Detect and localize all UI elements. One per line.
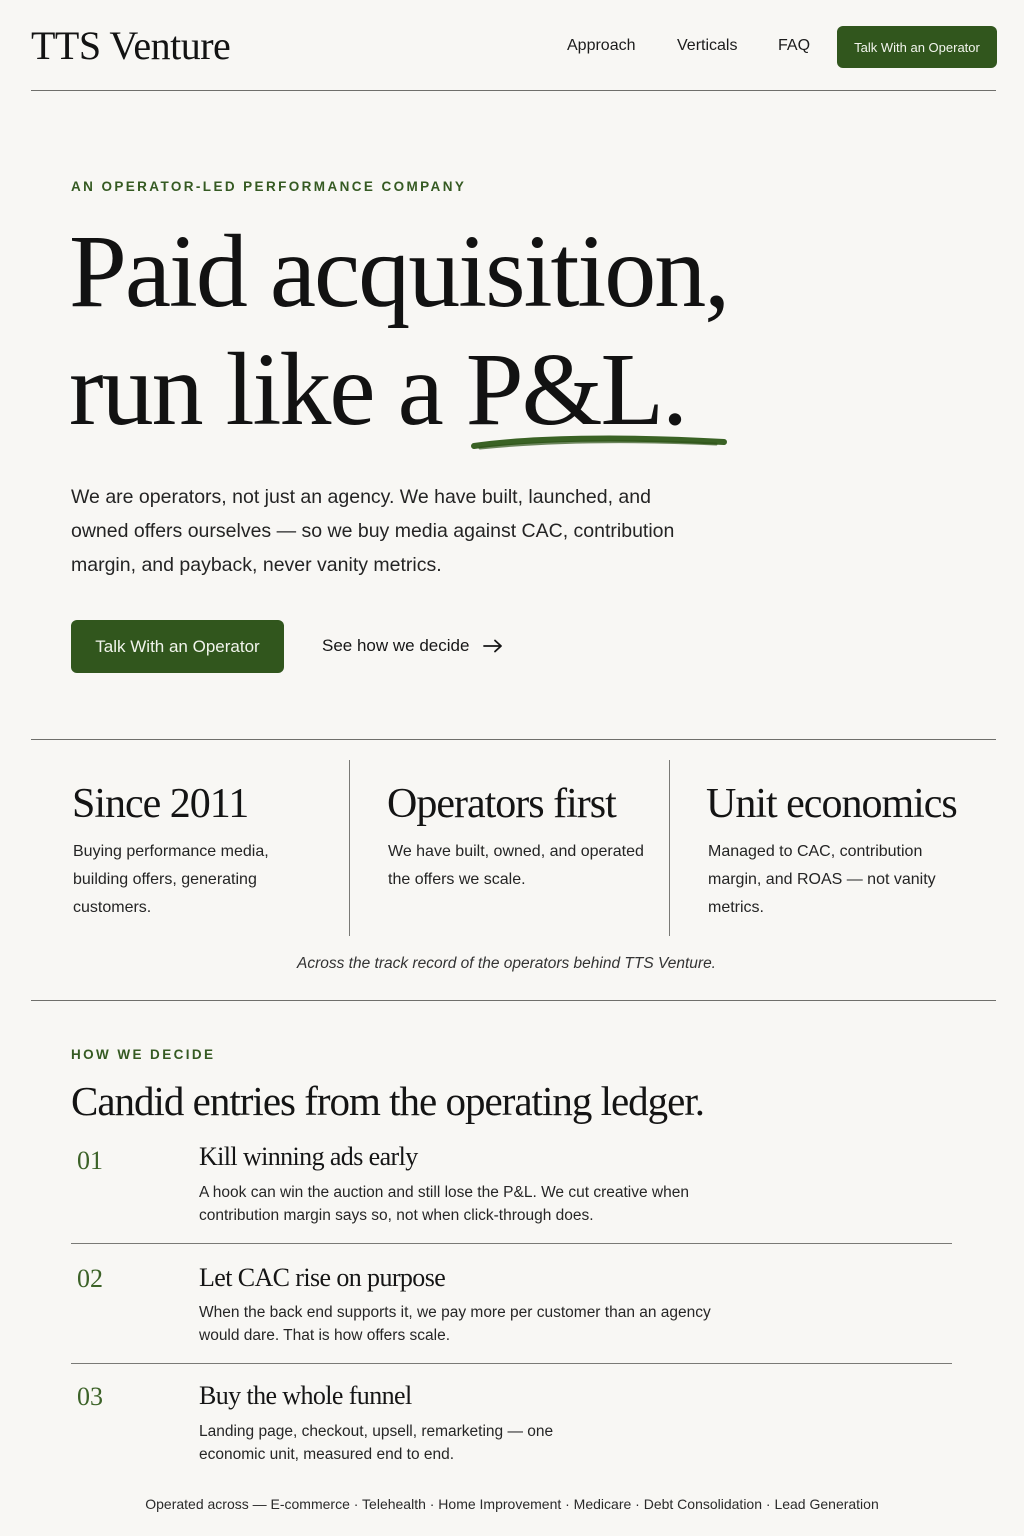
entry-divider xyxy=(71,1243,952,1244)
stats-column-divider xyxy=(349,760,350,936)
entry-body: When the back end supports it, we pay more per customer than an agency would dare. That is how offers scale. xyxy=(199,1304,711,1344)
nav-verticals[interactable]: Verticals xyxy=(677,37,738,54)
entry-body: A hook can win the auction and still lose the P&L. We cut creative when contribution margin says so, not when click-through does. xyxy=(199,1184,689,1224)
hero-eyebrow: AN OPERATOR-LED PERFORMANCE COMPANY xyxy=(71,179,467,194)
stats-column-divider xyxy=(669,760,670,936)
hero-headline-prefix: run like a xyxy=(69,332,466,447)
stat-text-since: Buying performance media, building offers, generating customers. xyxy=(73,843,269,916)
stats-bottom-divider xyxy=(31,1000,996,1001)
site-header xyxy=(31,0,996,91)
ledger-title: Candid entries from the operating ledger. xyxy=(71,1078,705,1124)
see-how-we-decide-link[interactable] xyxy=(322,636,503,656)
ledger-eyebrow: HOW WE DECIDE xyxy=(71,1047,216,1062)
hero-headline-emphasis: P&L. xyxy=(465,332,687,447)
arrow-right-icon xyxy=(483,639,503,653)
entry-body: Landing page, checkout, upsell, remarketing — one economic unit, measured end to end. xyxy=(199,1423,554,1463)
hero-headline-line1: Paid acquisition, xyxy=(69,214,729,329)
entry-title: Kill winning ads early xyxy=(199,1142,418,1171)
entry-number: 01 xyxy=(77,1146,103,1175)
stats-caption: Across the track record of the operators behind TTS Venture. xyxy=(297,955,716,972)
nav-faq[interactable]: FAQ xyxy=(778,37,811,54)
entry-title: Buy the whole funnel xyxy=(199,1381,412,1410)
stat-title-since: Since 2011 xyxy=(72,781,249,827)
site-logo[interactable]: TTS Venture xyxy=(31,23,231,68)
entry-title: Let CAC rise on purpose xyxy=(199,1263,446,1292)
stat-text-unit-economics: Managed to CAC, contribution margin, and ROAS — not vanity metrics. xyxy=(708,843,936,916)
header-talk-button[interactable]: Talk With an Operator xyxy=(837,26,997,68)
stat-title-operators: Operators first xyxy=(387,781,616,827)
brush-underline-icon xyxy=(470,430,730,454)
see-how-link-label: See how we decide xyxy=(322,636,470,655)
hero-description: We are operators, not just an agency. We have built, launched, and owned offers ourselves — so we buy media against CAC, contribution margin, and payback, never vanity metrics. xyxy=(71,486,675,576)
stat-title-unit-economics: Unit economics xyxy=(706,781,957,827)
stats-top-divider xyxy=(31,739,996,740)
entry-number: 02 xyxy=(77,1264,103,1293)
nav-approach[interactable]: Approach xyxy=(567,37,636,54)
entry-number: 03 xyxy=(77,1382,103,1411)
hero-headline-line2 xyxy=(69,332,687,447)
stat-text-operators: We have built, owned, and operated the offers we scale. xyxy=(388,843,644,888)
verticals-footer: Operated across — E-commerce · Telehealth · Home Improvement · Medicare · Debt Consolidation · Lead Generation xyxy=(145,1496,879,1512)
entry-divider xyxy=(71,1363,952,1364)
hero-talk-button[interactable]: Talk With an Operator xyxy=(71,620,284,673)
